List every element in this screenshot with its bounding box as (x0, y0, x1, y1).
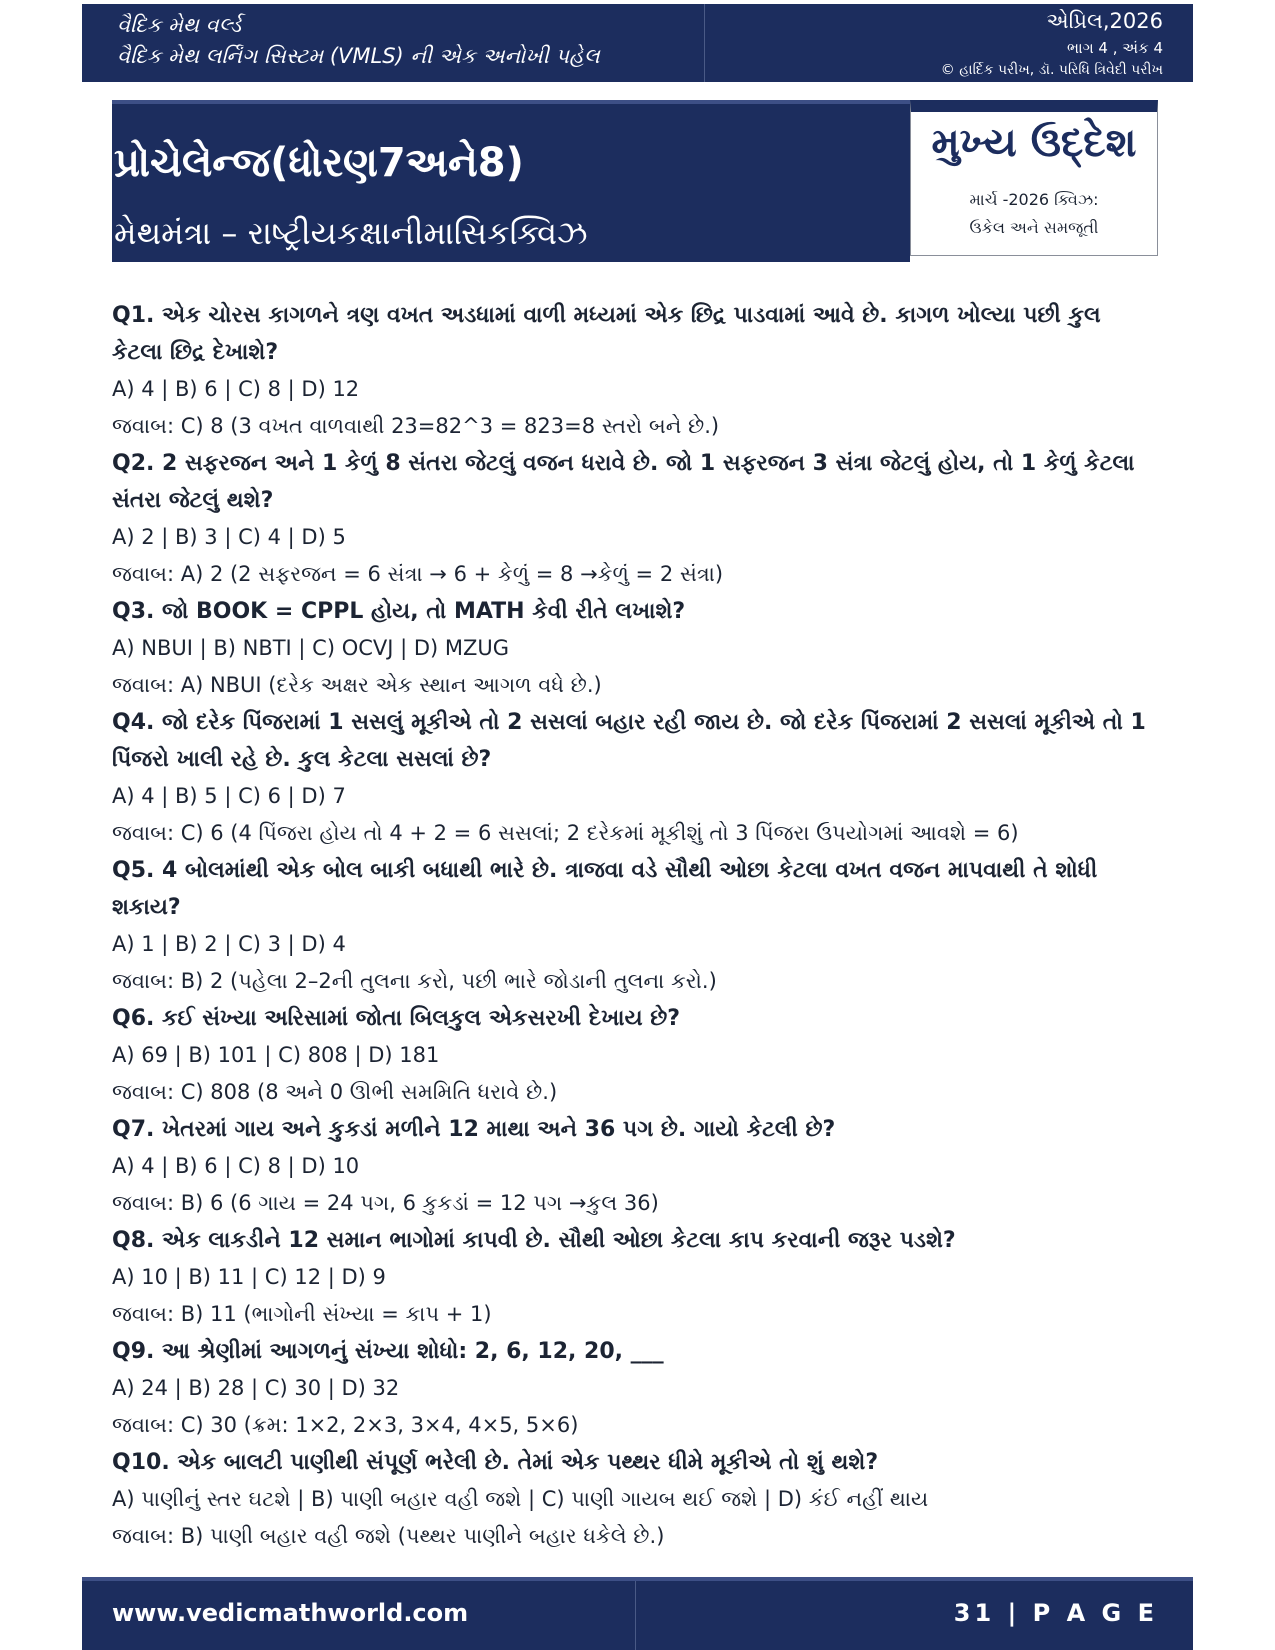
page-footer (82, 1577, 1193, 1650)
page-title: પ્રોચેલેન્જ(ધોરણ7અને8) (114, 140, 524, 186)
copyright-text: © હાર્દિક પરીખ, ડૉ. પરિધિ ત્રિવેદી પરીખ (940, 62, 1163, 78)
aim-line-2: ઉકેલ અને સમજૂતી (969, 218, 1099, 237)
question-block-6 (112, 1000, 1152, 1111)
question-options: A) પાણીનું સ્તર ઘટશે | B) પાણી બહાર વહી જશે | C) પાણી ગાયબ થઈ જશે | D) કંઈ નહીં થાય (112, 1487, 929, 1511)
question-options: A) 4 | B) 6 | C) 8 | D) 12 (112, 377, 360, 401)
question-block-3 (112, 593, 1152, 704)
question-text: Q5. 4 બોલમાંથી એક બોલ બાકી બધાથી ભારે છે. ત્રાજવા વડે સૌથી ઓછા કેટલા વખત વજન માપવાથી તે શોધી શકાય? (112, 858, 1098, 920)
question-answer: જવાબ: B) 11 (ભાગોની સંખ્યા = કાપ + 1) (112, 1302, 492, 1326)
question-answer: જવાબ: A) NBUI (દરેક અક્ષર એક સ્થાન આગળ વધે છે.) (112, 673, 602, 697)
issue-date: એપ્રિલ,2026 (1046, 9, 1163, 33)
question-options: A) 4 | B) 5 | C) 6 | D) 7 (112, 784, 346, 808)
question-options: A) 24 | B) 28 | C) 30 | D) 32 (112, 1376, 400, 1400)
page-number: 31 | P A G E (953, 1599, 1158, 1627)
question-answer: જવાબ: A) 2 (2 સફરજન = 6 સંત્રા → 6 + કેળું = 8 →કેળું = 2 સંત્રા) (112, 562, 724, 586)
issue-volume: ભાગ 4 , અંક 4 (1067, 39, 1163, 57)
question-block-10 (112, 1444, 1152, 1555)
quiz-content (112, 297, 1152, 1555)
question-options: A) 69 | B) 101 | C) 808 | D) 181 (112, 1043, 440, 1067)
question-answer: જવાબ: C) 808 (8 અને 0 ઊભી સમમિતિ ધરાવે છે.) (112, 1080, 558, 1104)
footer-url: www.vedicmathworld.com (112, 1599, 469, 1627)
question-text: Q1. એક ચોરસ કાગળને ત્રણ વખત અડધામાં વાળી મધ્યમાં એક છિદ્ર પાડવામાં આવે છે. કાગળ ખોલ્યા પછી કુલ કેટલા છિદ્ર દેખાશે? (112, 303, 1101, 365)
question-answer: જવાબ: C) 6 (4 પિંજરા હોય તો 4 + 2 = 6 સસલાં; 2 દરેકમાં મૂકીશું તો 3 પિંજરા ઉપયોગમાં આવશે = 6) (112, 821, 1019, 845)
question-text: Q7. ખેતરમાં ગાય અને કુકડાં મળીને 12 માથા અને 36 પગ છે. ગાયો કેટલી છે? (112, 1117, 836, 1142)
question-answer: જવાબ: C) 8 (3 વખત વાળવાથી 23=82^3 = 823=8 સ્તરો બને છે.) (112, 414, 720, 438)
question-block-9 (112, 1333, 1152, 1444)
question-text: Q2. 2 સફરજન અને 1 કેળું 8 સંતરા જેટલું વજન ધરાવે છે. જો 1 સફરજન 3 સંત્રા જેટલું હોય, તો 1 કેળું કેટલા સંતરા જેટલું થશે? (112, 451, 1135, 513)
publication-name: વૈદિક મેથ વર્લ્ડ (117, 13, 242, 37)
footer-divider (635, 1581, 636, 1650)
header-divider (704, 4, 705, 82)
question-block-4 (112, 704, 1152, 852)
aim-line-1: માર્ચ -2026 ક્વિઝ: (969, 190, 1099, 209)
question-block-5 (112, 852, 1152, 1000)
question-block-1 (112, 297, 1152, 445)
question-block-7 (112, 1111, 1152, 1222)
question-answer: જવાબ: B) પાણી બહાર વહી જશે (પથ્થર પાણીને બહાર ધકેલે છે.) (112, 1524, 665, 1548)
question-answer: જવાબ: C) 30 (ક્રમ: 1×2, 2×3, 3×4, 4×5, 5×6) (112, 1413, 579, 1437)
page-subtitle: મેથમંત્રા – રાષ્ટ્રીયકક્ષાનીમાસિકક્વિઝ (114, 214, 588, 252)
question-answer: જવાબ: B) 2 (પહેલા 2–2ની તુલના કરો, પછી ભારે જોડાની તુલના કરો.) (112, 969, 717, 993)
publication-tagline: વૈદિક મેથ લર્નિંગ સિસ્ટમ (VMLS) ની એક અનોખી પહેલ (117, 44, 600, 68)
title-box (112, 100, 910, 262)
question-text: Q6. કઈ સંખ્યા અરિસામાં જોતા બિલકુલ એકસરખી દેખાય છે? (112, 1006, 681, 1031)
question-answer: જવાબ: B) 6 (6 ગાય = 24 પગ, 6 કુકડાં = 12 પગ →કુલ 36) (112, 1191, 659, 1215)
question-options: A) 2 | B) 3 | C) 4 | D) 5 (112, 525, 346, 549)
question-text: Q3. જો BOOK = CPPL હોય, તો MATH કેવી રીતે લખાશે? (112, 599, 686, 624)
question-text: Q8. એક લાકડીને 12 સમાન ભાગોમાં કાપવી છે. સૌથી ઓછા કેટલા કાપ કરવાની જરૂર પડશે? (112, 1228, 956, 1253)
question-block-8 (112, 1222, 1152, 1333)
question-block-2 (112, 445, 1152, 593)
question-text: Q10. એક બાલટી પાણીથી સંપૂર્ણ ભરેલી છે. તેમાં એક પથ્થર ધીમે મૂકીએ તો શું થશે? (112, 1450, 879, 1475)
aim-box (910, 100, 1158, 256)
question-options: A) 4 | B) 6 | C) 8 | D) 10 (112, 1154, 360, 1178)
question-options: A) 1 | B) 2 | C) 3 | D) 4 (112, 932, 346, 956)
aim-title: મુખ્ય ઉદ્દેશ (931, 120, 1137, 166)
question-text: Q4. જો દરેક પિંજરામાં 1 સસલું મૂકીએ તો 2 સસલાં બહાર રહી જાય છે. જો દરેક પિંજરામાં 2 સસલાં મૂકીએ તો 1 પિંજરો ખાલી રહે છે. કુલ કેટલા સસલાં છે? (112, 710, 1146, 772)
question-text: Q9. આ શ્રેણીમાં આગળનું સંખ્યા શોધો: 2, 6, 12, 20, ___ (112, 1339, 664, 1364)
page-header (82, 4, 1193, 82)
question-options: A) 10 | B) 11 | C) 12 | D) 9 (112, 1265, 386, 1289)
question-options: A) NBUI | B) NBTI | C) OCVJ | D) MZUG (112, 636, 510, 660)
